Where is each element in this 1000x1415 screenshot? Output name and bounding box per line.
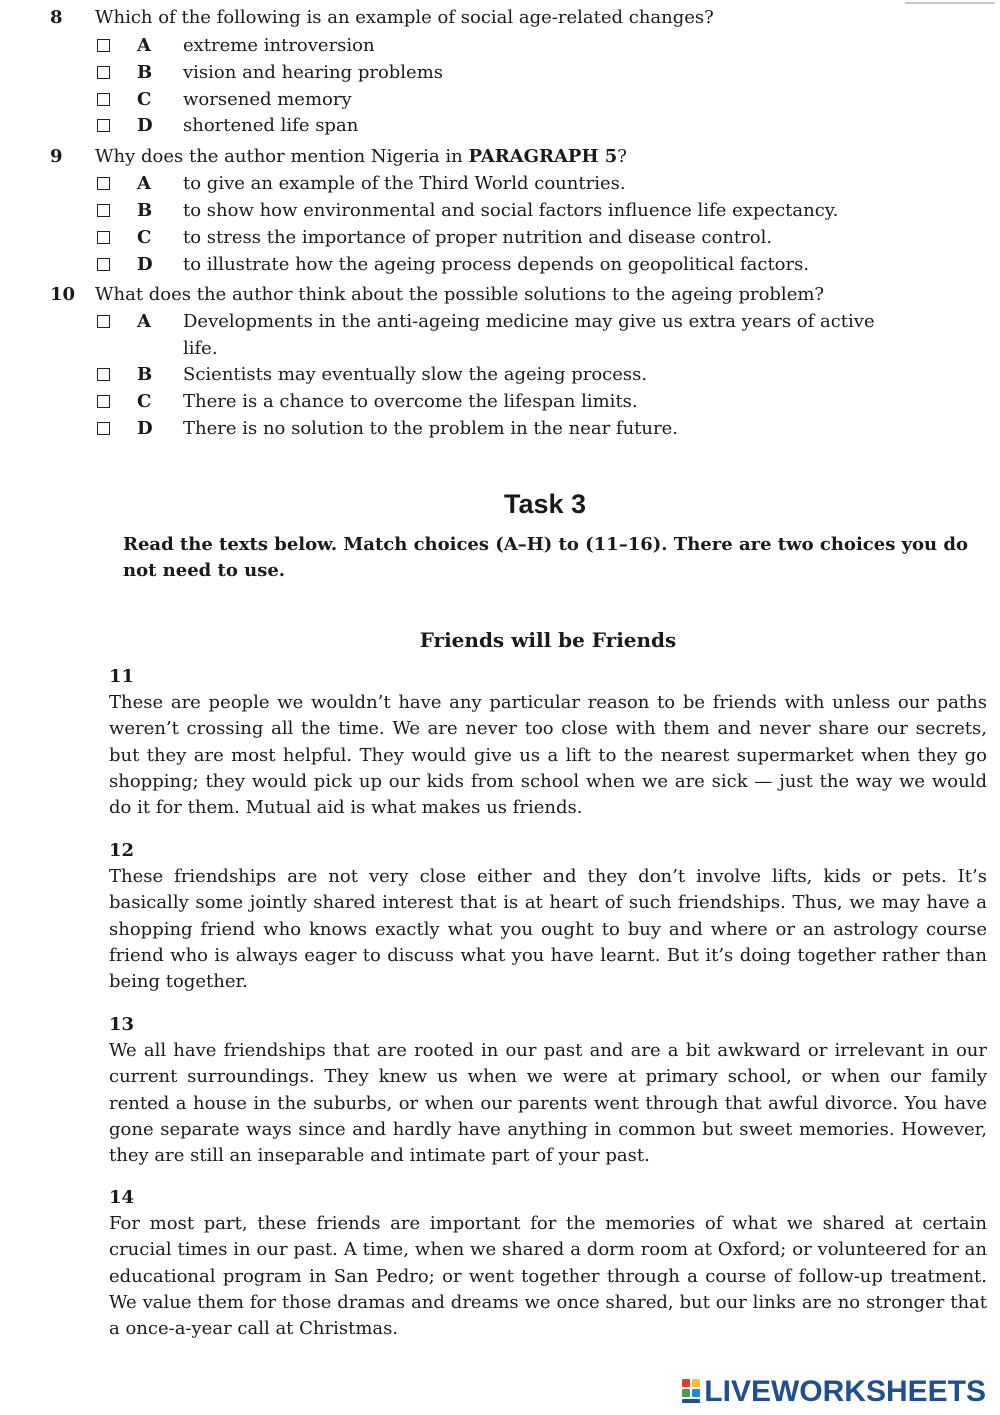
option-text: There is a chance to overcome the lifespan limits. <box>183 391 638 412</box>
text-title: Friends will be Friends <box>419 628 677 652</box>
option-text: Developments in the anti-ageing medicine may give us extra years of active life. <box>183 311 875 359</box>
text-section-13 <box>109 1012 987 1169</box>
answer-checkbox[interactable] <box>97 395 110 408</box>
question-number: 9 <box>50 146 63 167</box>
question-text: Which of the following is an example of social age-related changes? <box>95 7 714 28</box>
answer-checkbox[interactable] <box>97 258 110 271</box>
text-section-11 <box>109 664 987 821</box>
section-text: These friendships are not very close either and they don’t involve lifts, kids or pets. It’s basically some jointly shared interest that is at heart of such friendships. Thus, we may have a shopping friend who knows exactly what you ought to buy and where or an astrology course friend who is always eager to discuss what you have learnt. But it’s doing together rather than being together. <box>109 866 987 993</box>
answer-checkbox[interactable] <box>97 93 110 106</box>
section-number: 13 <box>109 1014 135 1035</box>
answer-checkbox[interactable] <box>97 422 110 435</box>
section-text: For most part, these friends are important for the memories of what we shared at certain crucial times in our past. A time, when we shared a dorm room at Oxford; or volunteered for an educational program in San Pedro; or went together through a course of follow-up treatment. We value them for those dramas and dreams we once shared, but our links are no stronger that a once-a-year call at Christmas. <box>109 1213 987 1340</box>
section-text: We all have friendships that are rooted in our past and are a bit awkward or irrelevant in our current surroundings. They knew us when we were at primary school, or when our family rented a house in the suburbs, or when our parents went through that awful divorce. You have gone separate ways since and hardly have anything in common but sweet memories. However, they are still an inseparable and intimate part of your past. <box>109 1040 987 1167</box>
answer-checkbox[interactable] <box>97 368 110 381</box>
question-text: What does the author think about the possible solutions to the ageing problem? <box>95 284 825 305</box>
answer-checkbox[interactable] <box>97 231 110 244</box>
option-text: shortened life span <box>183 115 359 136</box>
option-text: vision and hearing problems <box>183 62 444 83</box>
option-letter: A <box>137 35 151 56</box>
option-letter: B <box>137 200 153 221</box>
option-text: There is no solution to the problem in the near future. <box>183 418 678 439</box>
option-text: to show how environmental and social factors influence life expectancy. <box>183 200 839 221</box>
answer-checkbox[interactable] <box>97 66 110 79</box>
option-letter: A <box>137 311 151 332</box>
option-text: worsened memory <box>183 89 352 110</box>
text-section-14 <box>109 1185 987 1342</box>
section-number: 11 <box>109 666 135 687</box>
task-instructions: Read the texts below. Match choices (A–H) to (11–16). There are two choices you do not need to use. <box>123 534 968 581</box>
option-letter: A <box>137 173 151 194</box>
option-text: Scientists may eventually slow the ageing process. <box>183 364 648 385</box>
option-letter: D <box>137 418 153 439</box>
option-text: to give an example of the Third World countries. <box>183 173 626 194</box>
option-letter: D <box>137 254 153 275</box>
section-text: These are people we wouldn’t have any particular reason to be friends with unless our paths weren’t crossing all the time. We are never too close with them and never share our secrets, but they are most helpful. They would give us a lift to the nearest supermarket when they go shopping; they would pick up our kids from school when we are sick — just the way we would do it for them. Mutual aid is what makes us friends. <box>109 692 987 819</box>
question-number: 8 <box>50 7 63 28</box>
brand-name: LIVEWORKSHEETS <box>704 1375 986 1408</box>
top-rule <box>905 2 995 4</box>
answer-checkbox[interactable] <box>97 204 110 217</box>
paragraph-reference: PARAGRAPH 5 <box>468 146 618 167</box>
task-title: Task 3 <box>503 489 587 519</box>
liveworksheets-logo[interactable] <box>682 1375 986 1409</box>
option-letter: C <box>137 89 152 110</box>
option-letter: B <box>137 364 153 385</box>
option-letter: C <box>137 391 152 412</box>
liveworksheets-icon <box>682 1379 702 1405</box>
question-number: 10 <box>50 284 76 305</box>
option-text: extreme introversion <box>183 35 375 56</box>
answer-checkbox[interactable] <box>97 39 110 52</box>
section-number: 14 <box>109 1187 135 1208</box>
option-letter: B <box>137 62 153 83</box>
option-letter: C <box>137 227 152 248</box>
option-text: to stress the importance of proper nutrition and disease control. <box>183 227 773 248</box>
option-letter: D <box>137 115 153 136</box>
answer-checkbox[interactable] <box>97 315 110 328</box>
answer-checkbox[interactable] <box>97 119 110 132</box>
section-number: 12 <box>109 840 135 861</box>
text-section-12 <box>109 838 987 995</box>
option-text: to illustrate how the ageing process depends on geopolitical factors. <box>183 254 810 275</box>
question-text: Why does the author mention Nigeria in PARAGRAPH 5? <box>95 146 627 167</box>
answer-checkbox[interactable] <box>97 177 110 190</box>
